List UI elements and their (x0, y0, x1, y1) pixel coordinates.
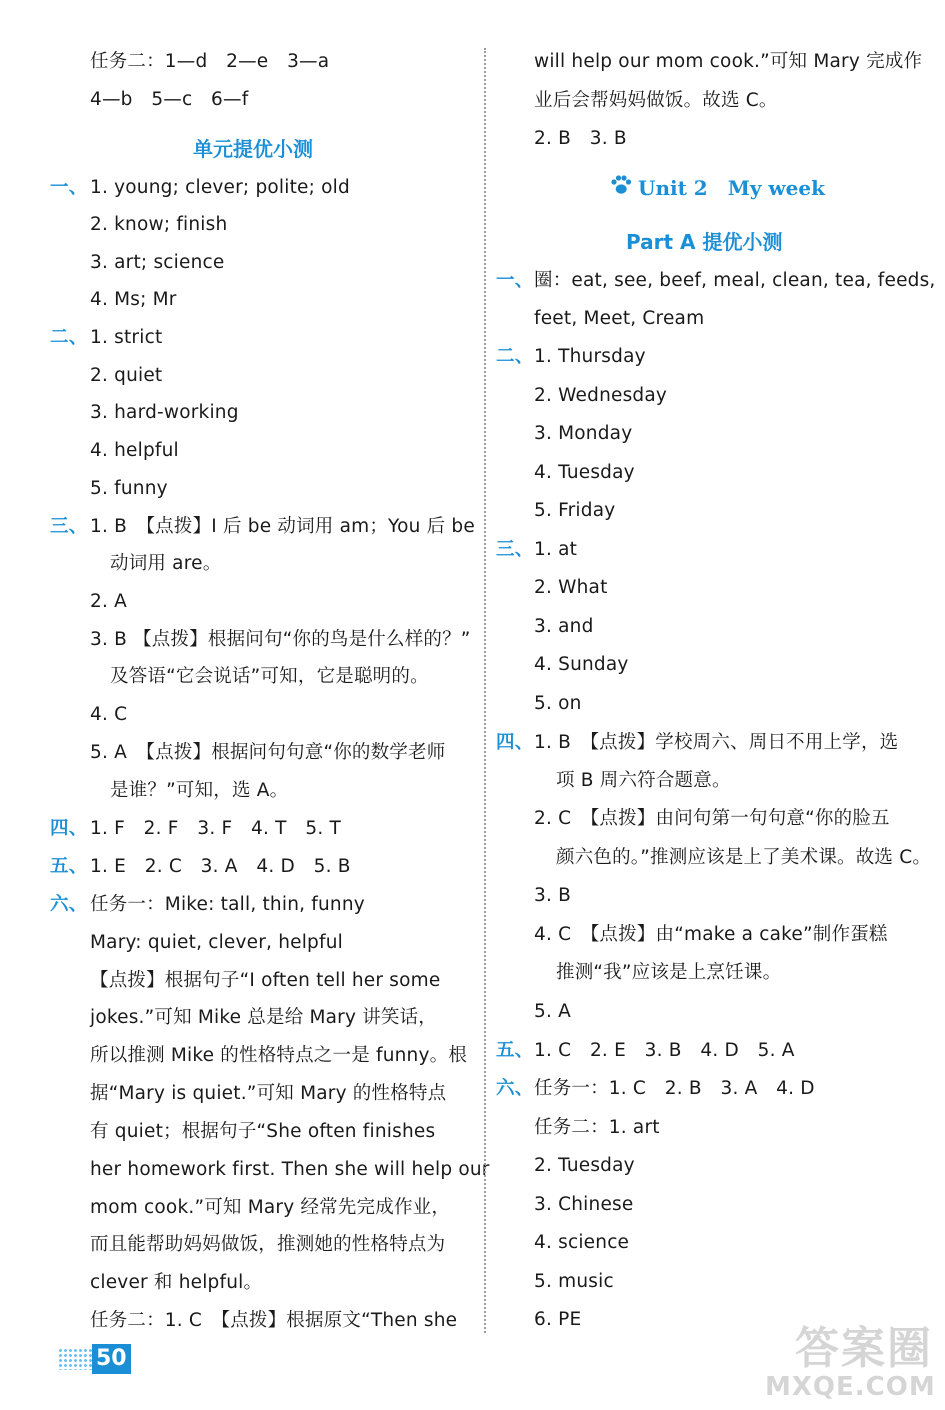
text-line: 是谁？”可知，选 A。 (110, 780, 289, 801)
section-marker: 六、 (496, 1078, 534, 1099)
section-marker: 五、 (50, 856, 88, 877)
text-line: 圈：eat, see, beef, meal, clean, tea, feeds, (534, 270, 936, 291)
text-line: 任务二：1—d 2—e 3—a (90, 51, 330, 72)
section-marker: 五、 (496, 1040, 534, 1061)
text-line: 据“Mary is quiet.”可知 Mary 的性格特点 (90, 1083, 447, 1104)
text-line: 1. young; clever; polite; old (90, 177, 350, 198)
text-line: 5. Friday (534, 500, 616, 521)
text-line: 2. Wednesday (534, 385, 668, 406)
text-line: 3. and (534, 616, 594, 637)
text-line: 1. at (534, 539, 578, 560)
unit-title (610, 175, 825, 201)
unit-title-text: Unit 2 My week (638, 176, 825, 200)
text-line: clever 和 helpful。 (90, 1272, 263, 1293)
text-line: 5. funny (90, 478, 168, 499)
text-line: 任务二：1. C 【点拨】根据原文“Then she (90, 1310, 458, 1331)
text-line: 4. helpful (90, 440, 179, 461)
text-line: 3. art; science (90, 252, 225, 273)
text-line: 4. C (90, 704, 128, 725)
text-line: 任务二：1. art (534, 1117, 660, 1138)
section-marker: 二、 (50, 327, 88, 348)
watermark-logo (755, 1312, 940, 1407)
section-marker: 三、 (50, 516, 88, 537)
text-line: 动词用 are。 (110, 553, 222, 574)
section-marker: 三、 (496, 539, 534, 560)
text-line: 5. music (534, 1271, 614, 1292)
text-line: 1. C 2. E 3. B 4. D 5. A (534, 1040, 795, 1061)
text-line: 任务一：1. C 2. B 3. A 4. D (534, 1078, 815, 1099)
text-line: 1. strict (90, 327, 163, 348)
text-line: 颜六色的。”推测应该是上了美术课。故选 C。 (556, 847, 932, 868)
section-marker: 一、 (496, 270, 534, 291)
text-line: 而且能帮助妈妈做饭，推测她的性格特点为 (90, 1234, 446, 1255)
text-line: 4—b 5—c 6—f (90, 89, 249, 110)
text-line: 2. What (534, 577, 608, 598)
text-line: 3. B (534, 885, 572, 906)
watermark-title: 答案圈 (795, 1323, 933, 1374)
part-title: Part A 提优小测 (626, 230, 783, 254)
section-marker: 六、 (50, 894, 88, 915)
text-line: 1. B 【点拨】I 后 be 动词用 am；You 后 be (90, 516, 475, 537)
section-marker: 四、 (50, 818, 88, 839)
text-line: 2. quiet (90, 365, 163, 386)
text-line: 所以推测 Mike 的性格特点之一是 funny。根 (90, 1045, 468, 1066)
text-line: 1. Thursday (534, 346, 646, 367)
text-line: 4. C 【点拨】由“make a cake”制作蛋糕 (534, 924, 888, 945)
text-line: 有 quiet；根据句子“She often finishes (90, 1121, 436, 1142)
text-line: 1. F 2. F 3. F 4. T 5. T (90, 818, 341, 839)
text-line: 推测“我”应该是上烹饪课。 (556, 962, 782, 983)
text-line: 4. Tuesday (534, 462, 635, 483)
text-line: 6. PE (534, 1309, 582, 1330)
section-marker: 四、 (496, 732, 534, 753)
text-line: 2. Tuesday (534, 1155, 635, 1176)
text-line: 任务一：Mike: tall, thin, funny (90, 894, 365, 915)
text-line: 及答语“它会说话”可知，它是聪明的。 (110, 666, 429, 687)
page-number (58, 1344, 130, 1374)
text-line: 项 B 周六符合题意。 (556, 770, 731, 791)
text-line: feet, Meet, Cream (534, 308, 705, 329)
column-divider (484, 48, 486, 1333)
section-marker: 一、 (50, 177, 88, 198)
text-line: 3. Chinese (534, 1194, 634, 1215)
text-line: 4. Sunday (534, 654, 629, 675)
text-line: her homework first. Then she will help our (90, 1159, 490, 1180)
text-line: 3. hard-working (90, 402, 239, 423)
text-line: 5. A 【点拨】根据问句句意“你的数学老师 (90, 742, 446, 763)
page-number-text: 50 (92, 1344, 131, 1374)
text-line: 3. Monday (534, 423, 633, 444)
text-line: 5. A (534, 1001, 571, 1022)
text-line: Mary: quiet, clever, helpful (90, 932, 343, 953)
text-line: will help our mom cook.”可知 Mary 完成作 (534, 51, 923, 72)
text-line: 1. E 2. C 3. A 4. D 5. B (90, 856, 351, 877)
dot-pattern (58, 1348, 92, 1370)
section-marker: 二、 (496, 346, 534, 367)
text-line: jokes.”可知 Mike 总是给 Mary 讲笑话， (90, 1007, 438, 1028)
text-line: 3. B 【点拨】根据问句“你的鸟是什么样的？” (90, 629, 471, 650)
paw-icon (610, 175, 632, 201)
text-line: 4. science (534, 1232, 630, 1253)
text-line: 2. know; finish (90, 214, 228, 235)
watermark-url: MXQE.COM (765, 1372, 936, 1402)
text-line: 5. on (534, 693, 582, 714)
section-heading: 单元提优小测 (193, 137, 313, 161)
text-line: 业后会帮妈妈做饭。故选 C。 (534, 90, 778, 111)
text-line: 2. A (90, 591, 127, 612)
text-line: 【点拨】根据句子“I often tell her some (90, 970, 441, 991)
text-line: 2. B 3. B (534, 128, 627, 149)
text-line: 4. Ms; Mr (90, 289, 177, 310)
text-line: 2. C 【点拨】由问句第一句句意“你的脸五 (534, 808, 890, 829)
text-line: mom cook.”可知 Mary 经常先完成作业， (90, 1197, 451, 1218)
text-line: 1. B 【点拨】学校周六、周日不用上学，选 (534, 732, 899, 753)
